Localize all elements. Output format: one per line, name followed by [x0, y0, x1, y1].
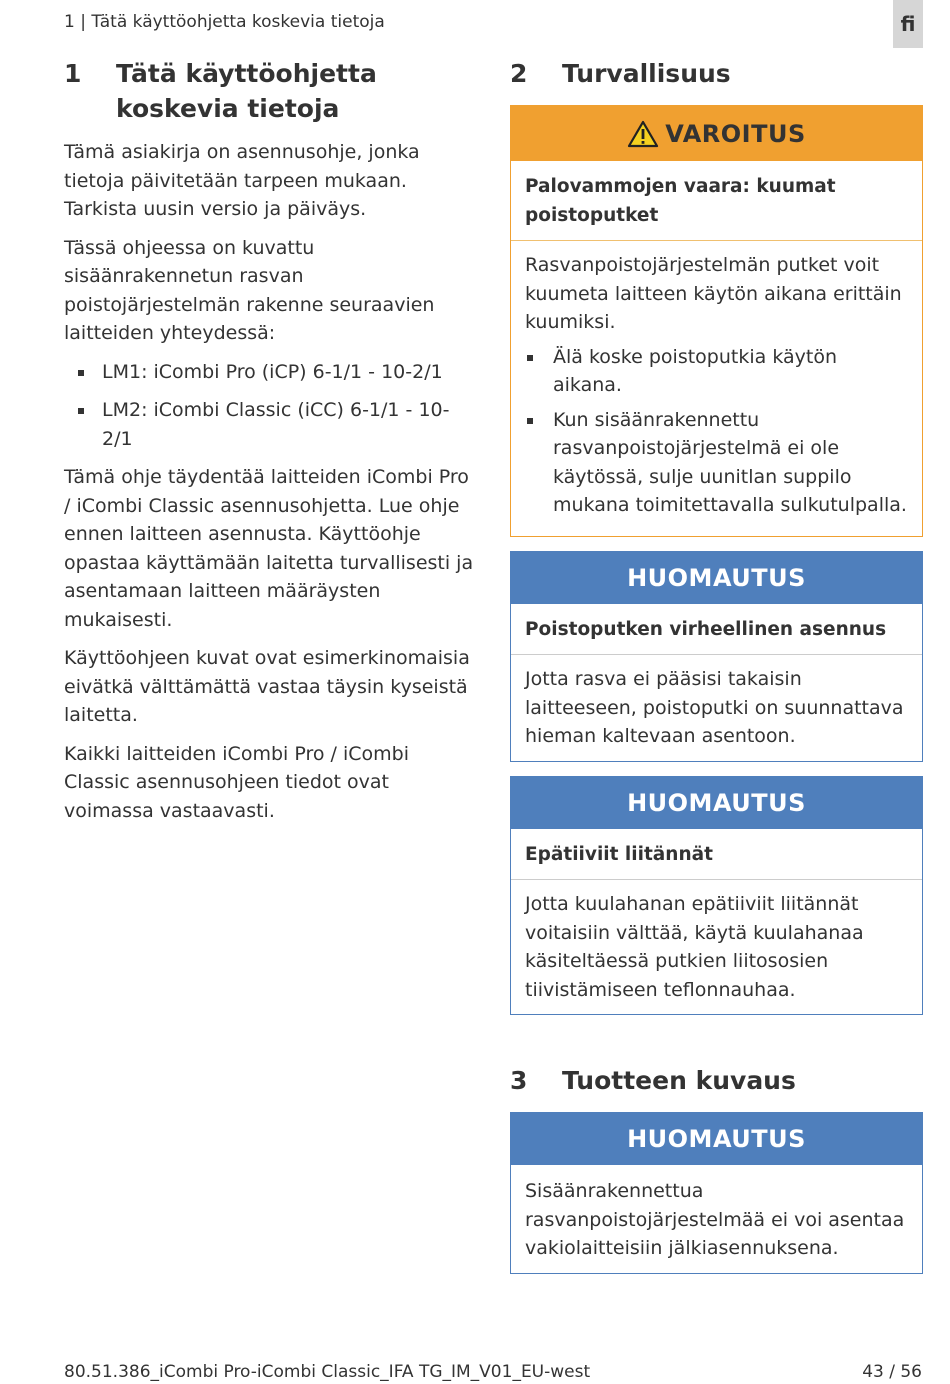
- section-2-number: 2: [510, 59, 528, 88]
- warning-body: [511, 241, 922, 536]
- warning-triangle-icon: [627, 120, 659, 148]
- section-2-title: Turvallisuus: [562, 59, 731, 88]
- section-1-paragraph-1: Tämä asiakirja on asennusohje, jonka tietoja päivitetään tarpeen mukaan. Tarkista uusin versio ja päiväys.: [64, 141, 420, 220]
- section-1-paragraph-2: Tässä ohjeessa on kuvattu sisäänrakennetun rasvan poistojärjestelmän rakenne seuraavien laitteiden yhteydessä:: [64, 236, 435, 344]
- notice-body: [511, 880, 922, 1014]
- list-item: [525, 406, 908, 520]
- section-1-heading: [64, 56, 474, 126]
- warning-header: [511, 106, 922, 161]
- list-item: [64, 396, 474, 453]
- list-item: [525, 343, 908, 400]
- language-tab: fi: [893, 0, 923, 48]
- notice-title: Poistoputken virheellinen asennus: [525, 618, 887, 640]
- notice-text: Jotta kuulahanan epätiiviit liitännät voitaisiin välttää, käytä kuulahanaa käsiteltäessä putkien liitososien tiivistämiseen teflonnauhaa.: [525, 893, 864, 1001]
- section-3-heading: [510, 1063, 923, 1098]
- notice-header: HUOMAUTUS: [511, 552, 922, 604]
- footer-page-number: 43 / 56: [862, 1362, 922, 1382]
- list-item-text: Kun sisäänrakennettu rasvanpoistojärjestelmä ei ole käytössä, sulje uunitlan suppilo mukana toimitettavalla sulkutulpalla.: [553, 408, 907, 516]
- footer-document-id: 80.51.386_iCombi Pro-iCombi Classic_IFA TG_IM_V01_EU-west: [64, 1362, 591, 1382]
- bullet-square-icon: [78, 370, 84, 376]
- notice-body: [511, 1165, 922, 1273]
- notice-header: HUOMAUTUS: [511, 1113, 922, 1165]
- section-1-title: Tätä käyttöohjetta koskevia tietoja: [116, 59, 377, 123]
- list-item-text: LM1: iCombi Pro (iCP) 6-1/1 - 10-2/1: [102, 360, 443, 383]
- left-column: [64, 56, 474, 825]
- warning-text: Rasvanpoistojärjestelmän putket voit kuumeta laitteen käytön aikana erittäin kuumiksi.: [525, 254, 902, 333]
- warning-title: Palovammojen vaara: kuumat poistoputket: [525, 176, 836, 226]
- section-1-paragraph-3: Tämä ohje täydentää laitteiden iCombi Pro / iCombi Classic asennusohjetta. Lue ohje ennen laitteen asennusta. Käyttöohje opastaa käyttämään laitetta turvallisesti ja asentamaan laitteen määräysten mukaisesti.: [64, 466, 474, 631]
- section-1-number: 1: [64, 59, 82, 88]
- section-1-paragraph-5: Kaikki laitteiden iCombi Pro / iCombi Classic asennusohjeen tiedot ovat voimassa vastaavasti.: [64, 742, 409, 822]
- warning-list: [525, 343, 908, 520]
- running-header: 1 | Tätä käyttöohjetta koskevia tietoja: [64, 12, 385, 32]
- notice-text: Sisäänrakennettua rasvanpoistojärjestelmää ei voi asentaa vakiolaitteisiin jälkiasennuksena.: [525, 1180, 905, 1259]
- bullet-square-icon: [527, 418, 533, 424]
- list-item: [64, 358, 474, 387]
- warning-label: VAROITUS: [665, 119, 806, 148]
- notice-box-1: [510, 551, 923, 762]
- section-3-number: 3: [510, 1066, 528, 1095]
- notice-box-2: [510, 776, 923, 1016]
- device-list: [64, 358, 474, 454]
- notice-title: Epätiiviit liitännät: [525, 843, 713, 865]
- notice-header: HUOMAUTUS: [511, 777, 922, 829]
- right-column: [510, 56, 923, 1274]
- notice-text: Jotta rasva ei pääsisi takaisin laitteeseen, poistoputki on suunnattava hieman kaltevaan asentoon.: [525, 668, 904, 747]
- section-2-heading: [510, 56, 923, 91]
- notice-box-3: [510, 1112, 923, 1274]
- section-1-paragraph-4: Käyttöohjeen kuvat ovat esimerkinomaisia eivätkä välttämättä vastaa täysin kyseistä laitetta.: [64, 647, 470, 726]
- list-item-text: LM2: iCombi Classic (iCC) 6-1/1 - 10-2/1: [102, 399, 450, 450]
- bullet-square-icon: [527, 355, 533, 361]
- warning-box: [510, 105, 923, 537]
- notice-body: [511, 655, 922, 761]
- list-item-text: Älä koske poistoputkia käytön aikana.: [553, 345, 837, 396]
- section-3-title: Tuotteen kuvaus: [562, 1066, 796, 1095]
- bullet-square-icon: [78, 408, 84, 414]
